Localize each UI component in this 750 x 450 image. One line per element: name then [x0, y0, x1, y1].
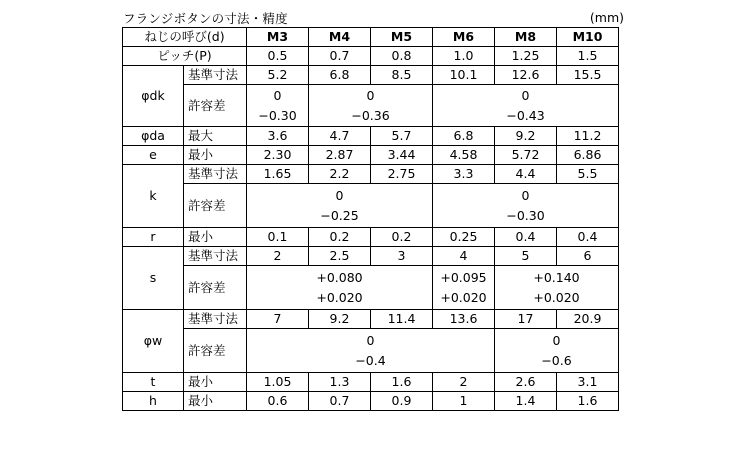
tol-lower: −0.30	[506, 207, 545, 223]
tolerance-cell	[433, 184, 619, 228]
table-cell: 2.2	[309, 165, 371, 184]
table-cell: 6.86	[557, 146, 619, 165]
table-cell: 1.25	[495, 47, 557, 66]
tol-upper: 0	[521, 187, 530, 203]
tol-upper: 0	[552, 332, 561, 348]
table-row	[123, 85, 619, 127]
table-row	[123, 66, 619, 85]
table-cell: 1.05	[247, 373, 309, 392]
tol-lower: −0.6	[541, 352, 572, 368]
tolerance-cell	[433, 85, 619, 127]
s-basic-label: 基準寸法	[184, 247, 247, 266]
tolerance-cell	[495, 329, 619, 373]
tol-lower: −0.25	[320, 207, 359, 223]
table-cell: 13.6	[433, 310, 495, 329]
s-tol-label: 許容差	[184, 266, 247, 310]
table-cell: 0.4	[557, 228, 619, 247]
table-cell: 1	[433, 392, 495, 411]
table-cell: 7	[247, 310, 309, 329]
table-row	[123, 146, 619, 165]
table-cell: 5.5	[557, 165, 619, 184]
k-label: k	[123, 165, 184, 228]
table-cell: 2.6	[495, 373, 557, 392]
w-tol-label: 許容差	[184, 329, 247, 373]
table-cell: 20.9	[557, 310, 619, 329]
tol-lower: +0.020	[533, 289, 580, 305]
da-sub-label: 最大	[184, 127, 247, 146]
table-cell: 1.4	[495, 392, 557, 411]
tol-lower: +0.020	[440, 289, 487, 305]
tol-lower: +0.020	[316, 289, 363, 305]
table-cell: 11.4	[371, 310, 433, 329]
table-cell: 5	[495, 247, 557, 266]
table-cell: 6.8	[433, 127, 495, 146]
table-cell: 1.6	[371, 373, 433, 392]
size-m3: M3	[247, 28, 309, 47]
table-cell: 11.2	[557, 127, 619, 146]
table-cell: 5.2	[247, 66, 309, 85]
table-cell: 1.6	[557, 392, 619, 411]
table-cell: 9.2	[309, 310, 371, 329]
table-row	[123, 247, 619, 266]
size-m8: M8	[495, 28, 557, 47]
h-sub-label: 最小	[184, 392, 247, 411]
table-cell: 0.25	[433, 228, 495, 247]
table-cell: 3.1	[557, 373, 619, 392]
tol-upper: 0	[273, 87, 282, 103]
t-label: t	[123, 373, 184, 392]
table-cell: 2	[247, 247, 309, 266]
tolerance-cell	[247, 184, 433, 228]
size-header: ねじの呼び(d)	[123, 28, 247, 47]
da-label: φda	[123, 127, 184, 146]
table-cell: 0.1	[247, 228, 309, 247]
tol-lower: −0.43	[506, 107, 545, 123]
table-row	[123, 310, 619, 329]
tolerance-cell	[433, 266, 495, 310]
table-cell: 1.5	[557, 47, 619, 66]
pitch-label: ピッチ(P)	[123, 47, 247, 66]
size-m6: M6	[433, 28, 495, 47]
table-cell: 6.8	[309, 66, 371, 85]
table-row	[123, 266, 619, 310]
table-cell: 2.5	[309, 247, 371, 266]
size-m4: M4	[309, 28, 371, 47]
size-m10: M10	[557, 28, 619, 47]
table-cell: 0.2	[371, 228, 433, 247]
table-cell: 4.58	[433, 146, 495, 165]
tolerance-cell	[309, 85, 433, 127]
table-row	[123, 165, 619, 184]
table-cell: 2.75	[371, 165, 433, 184]
tol-lower: −0.30	[258, 107, 297, 123]
table-title: フランジボタンの寸法・精度	[123, 11, 288, 26]
dk-basic-label: 基準寸法	[184, 66, 247, 85]
tol-upper: +0.095	[440, 269, 487, 285]
dimension-table	[122, 27, 619, 411]
table-row	[123, 373, 619, 392]
tolerance-cell	[247, 85, 309, 127]
table-cell: 0.4	[495, 228, 557, 247]
table-cell: 5.72	[495, 146, 557, 165]
table-cell: 4.7	[309, 127, 371, 146]
t-sub-label: 最小	[184, 373, 247, 392]
dk-tol-label: 許容差	[184, 85, 247, 127]
table-cell: 2.87	[309, 146, 371, 165]
r-sub-label: 最小	[184, 228, 247, 247]
table-cell: 12.6	[495, 66, 557, 85]
w-label: φw	[123, 310, 184, 373]
table-row	[123, 47, 619, 66]
table-cell: 2	[433, 373, 495, 392]
tol-upper: 0	[366, 332, 375, 348]
tol-upper: 0	[521, 87, 530, 103]
table-cell: 5.7	[371, 127, 433, 146]
e-label: e	[123, 146, 184, 165]
table-cell: 2.30	[247, 146, 309, 165]
table-cell: 1.3	[309, 373, 371, 392]
table-cell: 15.5	[557, 66, 619, 85]
table-row	[123, 228, 619, 247]
tol-lower: −0.36	[351, 107, 390, 123]
tol-upper: 0	[366, 87, 375, 103]
tol-upper: +0.140	[533, 269, 580, 285]
table-cell: 8.5	[371, 66, 433, 85]
table-row	[123, 127, 619, 146]
e-sub-label: 最小	[184, 146, 247, 165]
table-cell: 1.65	[247, 165, 309, 184]
table-cell: 3.6	[247, 127, 309, 146]
table-cell: 0.8	[371, 47, 433, 66]
table-cell: 0.7	[309, 47, 371, 66]
k-basic-label: 基準寸法	[184, 165, 247, 184]
table-cell: 0.2	[309, 228, 371, 247]
table-cell: 6	[557, 247, 619, 266]
table-cell: 0.6	[247, 392, 309, 411]
table-row	[123, 329, 619, 373]
table-cell: 3.3	[433, 165, 495, 184]
table-cell: 3	[371, 247, 433, 266]
tolerance-cell	[247, 266, 433, 310]
r-label: r	[123, 228, 184, 247]
tolerance-cell	[247, 329, 495, 373]
table-cell: 9.2	[495, 127, 557, 146]
table-row	[123, 392, 619, 411]
table-row	[123, 184, 619, 228]
tolerance-cell	[495, 266, 619, 310]
tol-upper: 0	[335, 187, 344, 203]
size-m5: M5	[371, 28, 433, 47]
unit-label: (mm)	[589, 10, 624, 25]
table-cell: 0.5	[247, 47, 309, 66]
table-cell: 17	[495, 310, 557, 329]
table-cell: 0.7	[309, 392, 371, 411]
table-cell: 0.9	[371, 392, 433, 411]
h-label: h	[123, 392, 184, 411]
table-cell: 4	[433, 247, 495, 266]
table-cell: 3.44	[371, 146, 433, 165]
s-label: s	[123, 247, 184, 310]
w-basic-label: 基準寸法	[184, 310, 247, 329]
tol-lower: −0.4	[355, 352, 386, 368]
dk-label: φdk	[123, 66, 184, 127]
table-cell: 1.0	[433, 47, 495, 66]
table-row	[123, 28, 619, 47]
k-tol-label: 許容差	[184, 184, 247, 228]
table-cell: 10.1	[433, 66, 495, 85]
tol-upper: +0.080	[316, 269, 363, 285]
table-cell: 4.4	[495, 165, 557, 184]
